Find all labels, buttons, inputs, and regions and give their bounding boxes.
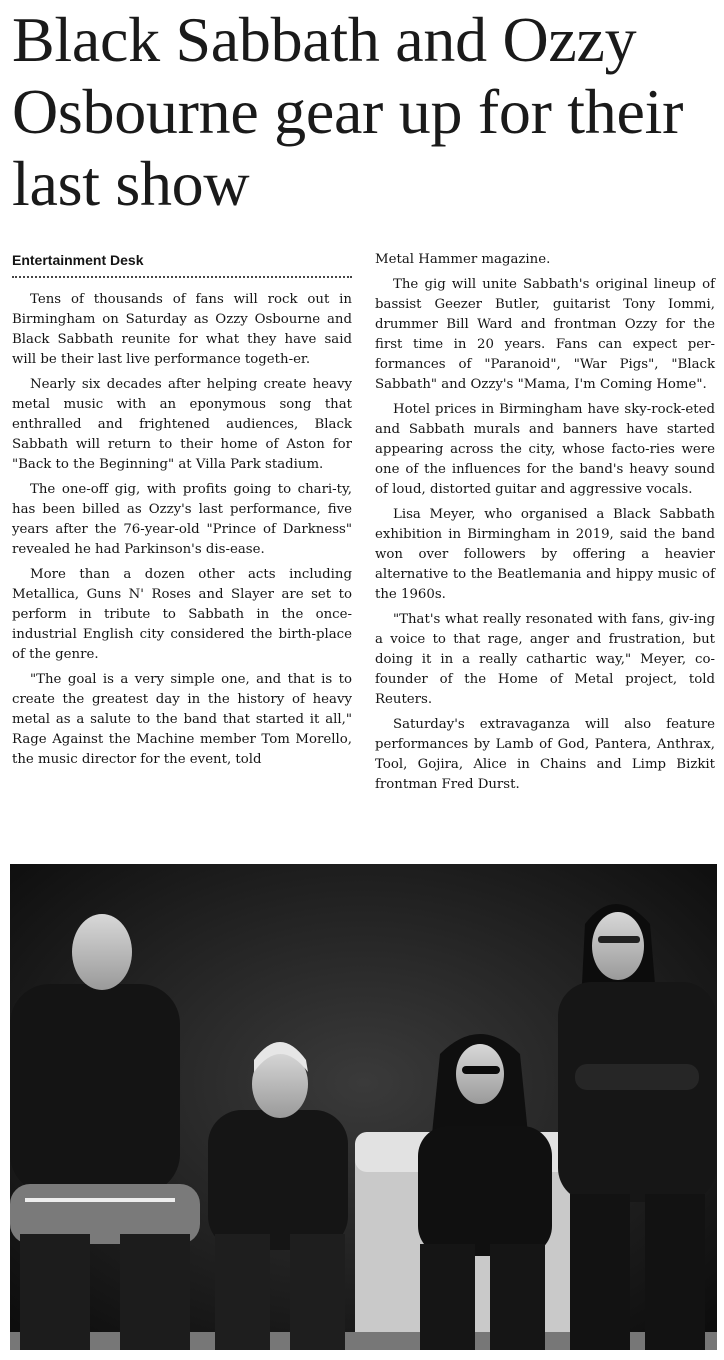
paragraph: Saturday's extravaganza will also feature performances by Lamb of God, Pantera, Anthrax, Tool, Gojira, Alice in Chains and Limp Bizkit frontman Fred Durst. — [375, 717, 715, 792]
band-photo-illustration — [10, 864, 717, 1350]
paragraph-continuation: Metal Hammer magazine. — [375, 252, 551, 267]
article-column-left — [12, 250, 352, 775]
paragraph: More than a dozen other acts including Metallica, Guns N' Roses and Slayer are set to perform in tribute to Sabbath in the once-industrial English city considered the birth-place of the genre. — [12, 567, 352, 662]
paragraph: Lisa Meyer, who organised a Black Sabbath exhibition in Birmingham in 2019, said the band won over followers by offering a heavier alternative to the Beatlemania and hippy music of the 1960s. — [375, 507, 715, 602]
paragraph: "That's what really resonated with fans, giv-ing a voice to that rage, anger and frustration, but doing it in a really cathartic way," Meyer, co-founder of the Home of Metal project, told Reuters. — [375, 612, 715, 707]
band-photo — [10, 864, 717, 1350]
paragraph: Tens of thousands of fans will rock out in Birmingham on Saturday as Ozzy Osbourne and Black Sabbath reunite for what they have said will be their last live performance togeth-er. — [12, 292, 352, 367]
byline: Entertainment Desk — [12, 250, 352, 278]
paragraph: The one-off gig, with profits going to chari-ty, has been billed as Ozzy's last performance, five years after the 76-year-old "Prince of Darkness" revealed he had Parkinson's dis-ease. — [12, 482, 352, 557]
paragraph: The gig will unite Sabbath's original lineup of bassist Geezer Butler, guitarist Tony Iommi, drummer Bill Ward and frontman Ozzy for the first time in 20 years. Fans can expect per-formances of "Paranoid", "War Pigs", "Black Sabbath" and Ozzy's "Mama, I'm Coming Home". — [375, 277, 715, 392]
paragraph: Nearly six decades after helping create heavy metal music with an eponymous song that enthralled and frightened audiences, Black Sabbath will return to their home of Aston for "Back to the Beginning" at Villa Park stadium. — [12, 377, 352, 472]
paragraph: "The goal is a very simple one, and that is to create the greatest day in the history of heavy metal as a salute to the band that started it all," Rage Against the Machine member Tom Morello, the music director for the event, told — [12, 672, 352, 767]
headline: Black Sabbath and Ozzy Osbourne gear up for their last show — [12, 4, 684, 219]
paragraph: Hotel prices in Birmingham have sky-rock-eted and Sabbath murals and banners have started appearing across the city, whose facto-ries were one of the influences for the band's heavy sound of loud, distorted guitar and aggressive vocals. — [375, 402, 715, 497]
article-column-right — [375, 250, 715, 800]
